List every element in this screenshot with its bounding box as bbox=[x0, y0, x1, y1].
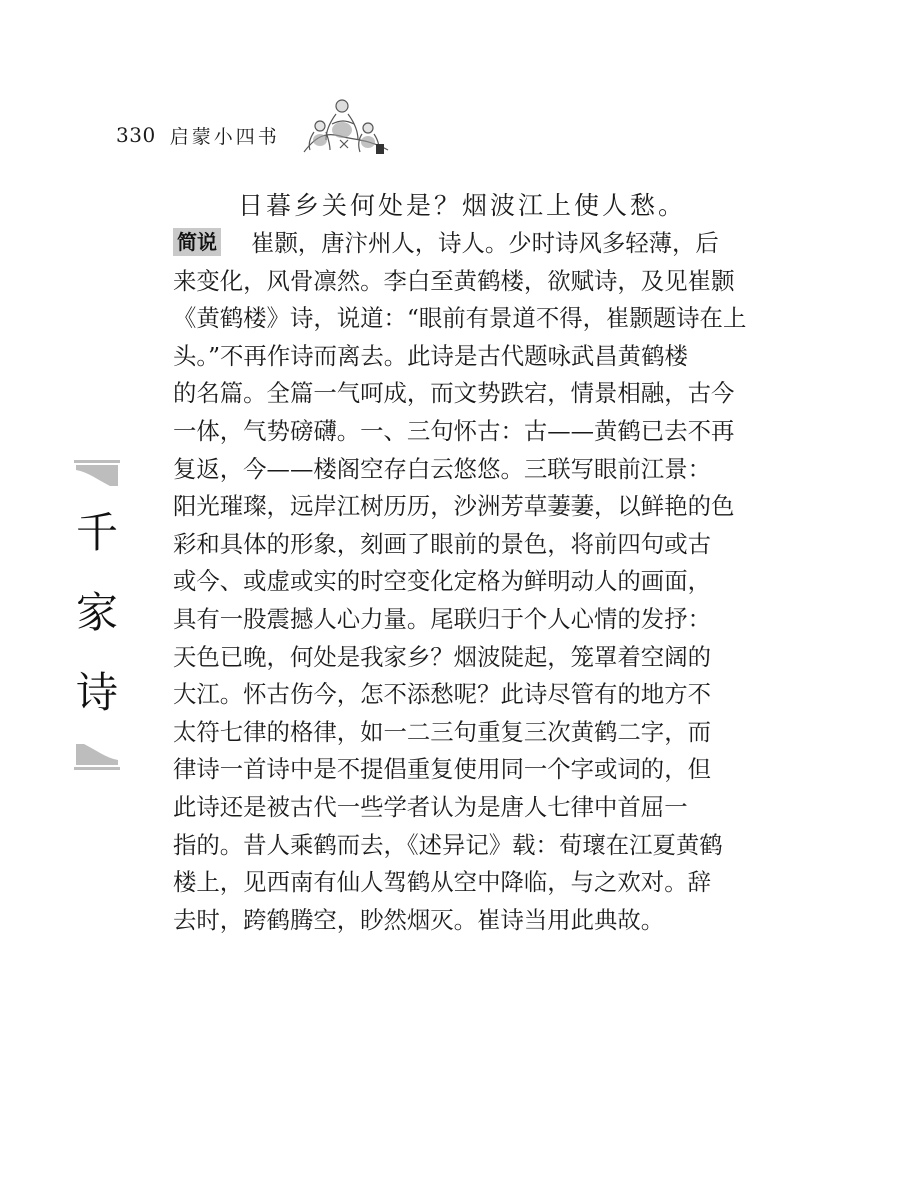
commentary-line bbox=[173, 225, 748, 263]
commentary-line: 头。”不再作诗而离去。此诗是古代题咏武昌黄鹤楼 bbox=[173, 341, 688, 370]
page-number: 330 bbox=[116, 123, 156, 147]
side-title-char: 千 bbox=[75, 508, 118, 557]
commentary-line: 阳光璀璨，远岸江树历历，沙洲芳草萋萋，以鲜艳的色 bbox=[173, 492, 735, 521]
commentary-line: 《黄鹤楼》诗，说道：“眼前有景道不得，崔颢题诗在上 bbox=[173, 304, 747, 333]
commentary-line: 太符七律的格律，如一二三句重复三次黄鹤二字，而 bbox=[173, 717, 711, 746]
commentary-line: 去时，跨鹤腾空，眇然烟灭。崔诗当用此典故。 bbox=[173, 905, 665, 934]
commentary-line: 具有一股震撼人心力量。尾联归于个人心情的发抒： bbox=[173, 604, 711, 633]
commentary-line: 律诗一首诗中是不提倡重复使用同一个字或词的，但 bbox=[173, 755, 711, 784]
commentary-line: 复返，今——楼阁空存白云悠悠。三联写眼前江景： bbox=[173, 454, 711, 483]
commentary-line: 指的。昔人乘鹤而去，《述异记》载：荀瓌在江夏黄鹤 bbox=[173, 830, 723, 859]
commentary-line: 的名篇。全篇一气呵成，而文势跌宕，情景相融，古今 bbox=[173, 379, 735, 408]
bracket-bottom-decoration bbox=[74, 740, 120, 770]
header-illustration bbox=[296, 96, 396, 158]
side-title-char: 诗 bbox=[75, 668, 118, 717]
commentary-line-text: 崔颢，唐汴州人，诗人。少时诗风多轻薄，后 bbox=[251, 229, 719, 257]
poem-line: 日暮乡关何处是？烟波江上使人愁。 bbox=[238, 191, 687, 220]
commentary-body bbox=[173, 225, 748, 939]
commentary-line: 大江。怀古伤今，怎不添愁呢？此诗尽管有的地方不 bbox=[173, 680, 711, 709]
commentary-line: 天色已晚，何处是我家乡？烟波陡起，笼罩着空阔的 bbox=[173, 642, 711, 671]
commentary-line: 一体，气势磅礴。一、三句怀古：古——黄鹤已去不再 bbox=[173, 416, 735, 445]
book-title: 启蒙小四书 bbox=[169, 125, 280, 148]
bracket-top-decoration bbox=[74, 460, 120, 490]
commentary-line: 楼上，见西南有仙人驾鹤从空中降临，与之欢对。辞 bbox=[173, 868, 711, 897]
running-header bbox=[116, 120, 280, 150]
commentary-line: 彩和具体的形象，刻画了眼前的景色，将前四句或古 bbox=[173, 529, 711, 558]
commentary-line: 来变化，风骨凛然。李白至黄鹤楼，欲赋诗，及见崔颢 bbox=[173, 266, 735, 295]
side-section-title bbox=[68, 460, 126, 770]
commentary-line: 或今、或虚或实的时空变化定格为鲜明动人的画面， bbox=[173, 567, 711, 596]
commentary-label: 简说 bbox=[173, 228, 221, 256]
side-title-char: 家 bbox=[75, 588, 118, 637]
commentary-line: 此诗还是被古代一些学者认为是唐人七律中首屈一 bbox=[173, 792, 688, 821]
